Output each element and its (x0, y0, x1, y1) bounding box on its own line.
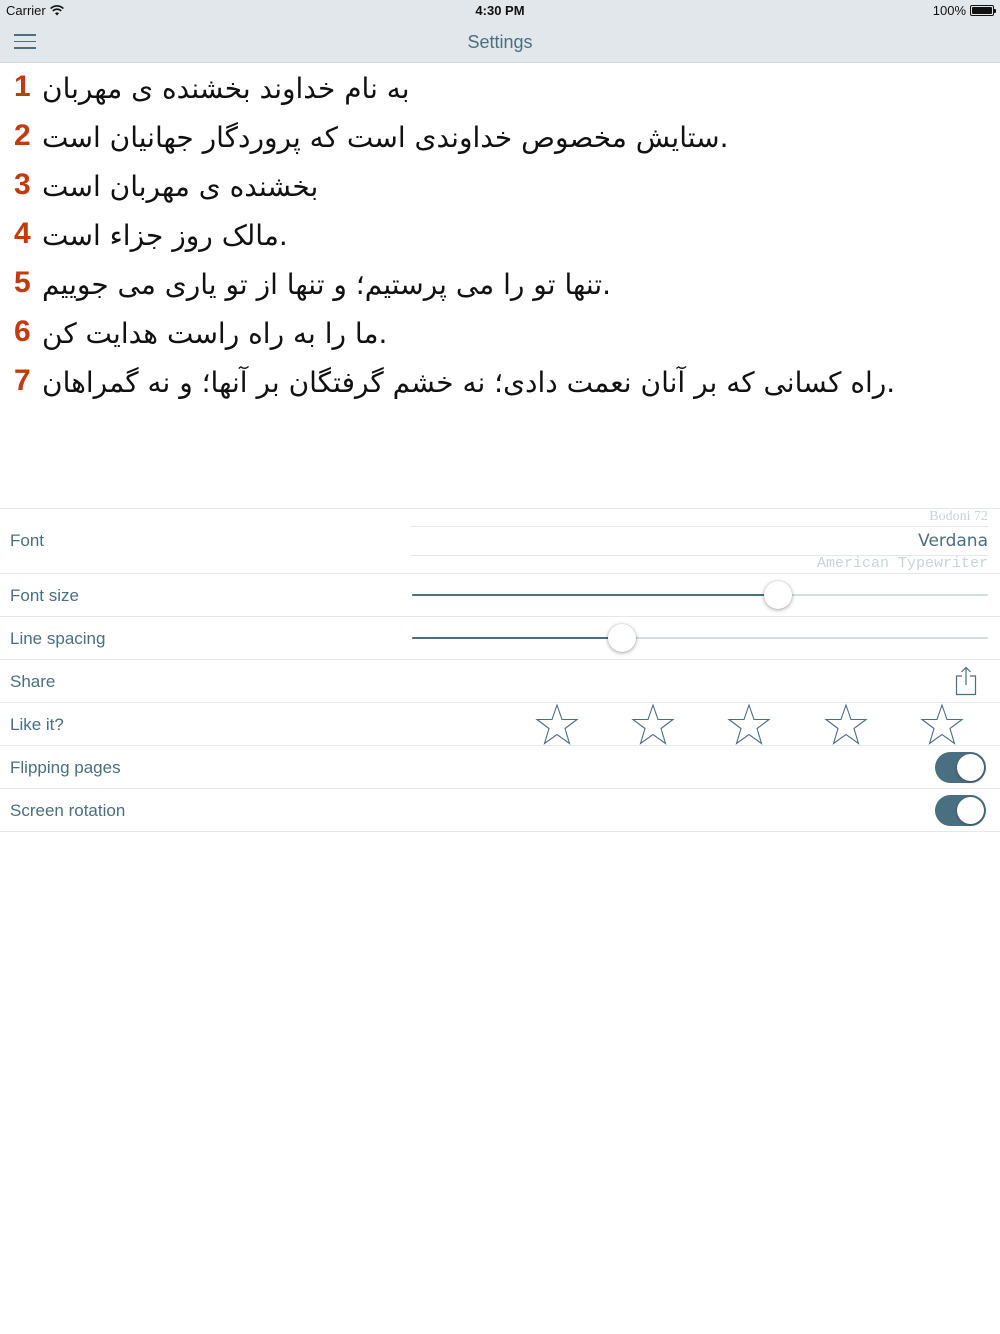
verse-number: 6 (14, 315, 31, 348)
settings-row-like (0, 703, 1000, 746)
battery-percent: 100% (932, 3, 966, 18)
verse-row (0, 264, 1000, 313)
settings-row-font (0, 509, 1000, 574)
font-option-next[interactable]: American Typewriter (816, 555, 988, 572)
verse-number: 5 (14, 266, 31, 299)
verse-row (0, 215, 1000, 264)
page-title: Settings (467, 32, 533, 52)
verse-number: 2 (14, 119, 31, 152)
font-size-slider[interactable] (412, 594, 988, 596)
verse-number: 4 (14, 217, 31, 250)
font-size-slider-fill (412, 594, 778, 596)
settings-row-line-spacing (0, 617, 1000, 660)
verse-row (0, 313, 1000, 362)
line-spacing-slider-thumb[interactable] (608, 624, 636, 652)
screen-rotation-label: Screen rotation (10, 801, 126, 820)
like-label: Like it? (10, 715, 64, 734)
line-spacing-slider-fill (412, 637, 622, 639)
verse-row (0, 362, 1000, 411)
font-option-prev[interactable]: Bodoni 72 (929, 509, 988, 524)
verse-row (0, 166, 1000, 215)
share-label: Share (10, 672, 56, 691)
verse-row (0, 117, 1000, 166)
font-option-selected[interactable]: Verdana (918, 531, 988, 551)
nav-bar (0, 20, 1000, 63)
verse-text: ستایش مخصوص خداوندی است که پروردگار جهانیان است. (42, 121, 729, 154)
settings-row-share (0, 660, 1000, 703)
verse-text: تنها تو را می پرستیم؛ و تنها از تو یاری می جوییم. (42, 268, 612, 301)
star-icon[interactable] (535, 703, 579, 747)
star-icon[interactable] (631, 703, 675, 747)
verse-number: 7 (14, 364, 31, 397)
battery-info (933, 3, 994, 18)
font-size-label: Font size (10, 586, 79, 605)
settings-list (0, 508, 1000, 832)
verse-text: بخشنده ی مهربان است (42, 170, 319, 203)
font-label: Font (10, 531, 45, 550)
verses-preview (0, 68, 1000, 411)
settings-row-screen-rotation (0, 789, 1000, 832)
star-icon[interactable] (727, 703, 771, 747)
battery-icon (970, 5, 994, 16)
verse-number: 1 (14, 70, 31, 103)
verse-text: ما را به راه راست هدایت کن. (42, 317, 388, 350)
line-spacing-label: Line spacing (10, 629, 106, 648)
star-icon[interactable] (920, 703, 964, 747)
verse-text: مالک روز جزاء است. (42, 219, 288, 252)
verse-number: 3 (14, 168, 31, 201)
verse-row (0, 68, 1000, 117)
line-spacing-slider[interactable] (412, 637, 988, 639)
settings-row-font-size (0, 574, 1000, 617)
status-time: 4:30 PM (475, 3, 525, 18)
font-picker[interactable] (410, 509, 988, 573)
flipping-pages-label: Flipping pages (10, 758, 121, 777)
verse-text: به نام خداوند بخشنده ی مهربان (42, 72, 410, 105)
carrier-label: Carrier (6, 3, 46, 18)
settings-row-flipping-pages (0, 746, 1000, 789)
screen-rotation-toggle[interactable] (935, 795, 986, 826)
share-icon[interactable] (954, 666, 978, 696)
font-size-slider-thumb[interactable] (764, 581, 792, 609)
verse-text: راه کسانی که بر آنان نعمت دادی؛ نه خشم گرفتگان بر آنها؛ و نه گمراهان. (42, 366, 896, 399)
star-icon[interactable] (824, 703, 868, 747)
status-bar (0, 0, 1000, 20)
rating-stars (535, 703, 995, 746)
flipping-pages-toggle[interactable] (935, 752, 986, 783)
